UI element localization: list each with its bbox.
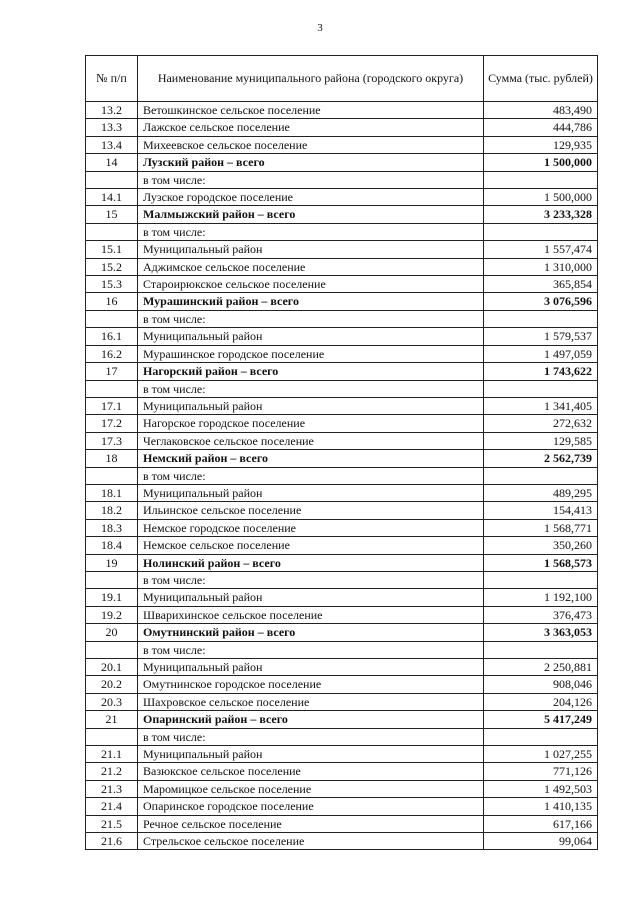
row-name-cell: Муниципальный район: [138, 589, 484, 606]
table-row: [86, 310, 598, 327]
table-row: [86, 571, 598, 588]
row-number-cell: 14.1: [86, 189, 138, 206]
row-sum-cell: 617,166: [484, 815, 598, 832]
row-number-cell: 16.1: [86, 328, 138, 345]
table-row: [86, 189, 598, 206]
row-name-cell: Мурашинский район – всего: [138, 293, 484, 310]
table-row-total: [86, 206, 598, 223]
row-sum-cell: 1 743,622: [484, 363, 598, 380]
row-name-cell: Михеевское сельское поселение: [138, 136, 484, 153]
table-row-total: [86, 293, 598, 310]
row-number-cell: 13.2: [86, 102, 138, 119]
column-header-name: Наименование муниципального района (городского округа): [138, 56, 484, 102]
table-row: [86, 102, 598, 119]
table-row: [86, 432, 598, 449]
row-name-cell: в том числе:: [138, 571, 484, 588]
row-sum-cell: 365,854: [484, 276, 598, 293]
page-number: 3: [317, 22, 323, 34]
table-row: [86, 415, 598, 432]
row-sum-cell: 1 310,000: [484, 258, 598, 275]
row-number-cell: 18.2: [86, 502, 138, 519]
row-number-cell: 18: [86, 450, 138, 467]
row-name-cell: Речное сельское поселение: [138, 815, 484, 832]
table-body: [86, 102, 598, 850]
row-sum-cell: 1 410,135: [484, 798, 598, 815]
row-name-cell: Муниципальный район: [138, 659, 484, 676]
row-number-cell: 21.4: [86, 798, 138, 815]
row-number-cell: 20.1: [86, 659, 138, 676]
row-sum-cell: 1 568,573: [484, 554, 598, 571]
row-sum-cell: 908,046: [484, 676, 598, 693]
row-name-cell: Чеглаковское сельское поселение: [138, 432, 484, 449]
table-row: [86, 693, 598, 710]
row-number-cell: 16: [86, 293, 138, 310]
row-name-cell: Маромицкое сельское поселение: [138, 780, 484, 797]
row-sum-cell: [484, 223, 598, 240]
row-number-cell: 15.1: [86, 241, 138, 258]
row-name-cell: Малмыжский район – всего: [138, 206, 484, 223]
table-row: [86, 798, 598, 815]
column-header-number: № п/п: [86, 56, 138, 102]
row-number-cell: 21: [86, 711, 138, 728]
row-name-cell: в том числе:: [138, 641, 484, 658]
table-row-total: [86, 154, 598, 171]
row-name-cell: Лузское городское поселение: [138, 189, 484, 206]
row-number-cell: [86, 728, 138, 745]
row-sum-cell: 1 500,000: [484, 154, 598, 171]
row-sum-cell: 2 562,739: [484, 450, 598, 467]
table-row: [86, 258, 598, 275]
row-number-cell: 21.6: [86, 833, 138, 850]
table-row: [86, 833, 598, 850]
table-row-total: [86, 711, 598, 728]
row-name-cell: Староирюкское сельское поселение: [138, 276, 484, 293]
row-number-cell: 20.3: [86, 693, 138, 710]
row-number-cell: 18.1: [86, 484, 138, 501]
table-row: [86, 606, 598, 623]
row-name-cell: Муниципальный район: [138, 484, 484, 501]
row-number-cell: [86, 223, 138, 240]
table-row-total: [86, 363, 598, 380]
row-sum-cell: 1 341,405: [484, 397, 598, 414]
row-number-cell: 19.2: [86, 606, 138, 623]
row-sum-cell: [484, 641, 598, 658]
table-row: [86, 815, 598, 832]
row-number-cell: [86, 467, 138, 484]
allocation-table: [85, 55, 598, 850]
row-sum-cell: 3 076,596: [484, 293, 598, 310]
row-name-cell: Немский район – всего: [138, 450, 484, 467]
table-row: [86, 223, 598, 240]
row-name-cell: в том числе:: [138, 467, 484, 484]
row-number-cell: [86, 380, 138, 397]
row-sum-cell: 5 417,249: [484, 711, 598, 728]
row-sum-cell: [484, 571, 598, 588]
table-row: [86, 380, 598, 397]
table-row: [86, 641, 598, 658]
row-name-cell: Аджимское сельское поселение: [138, 258, 484, 275]
row-name-cell: в том числе:: [138, 171, 484, 188]
row-name-cell: в том числе:: [138, 380, 484, 397]
table-row: [86, 276, 598, 293]
row-sum-cell: 1 192,100: [484, 589, 598, 606]
row-sum-cell: [484, 380, 598, 397]
row-name-cell: Опаринское городское поселение: [138, 798, 484, 815]
row-sum-cell: 154,413: [484, 502, 598, 519]
table-row: [86, 519, 598, 536]
row-name-cell: Стрельское сельское поселение: [138, 833, 484, 850]
row-sum-cell: [484, 728, 598, 745]
row-number-cell: [86, 641, 138, 658]
row-name-cell: Нолинский район – всего: [138, 554, 484, 571]
row-number-cell: [86, 310, 138, 327]
row-name-cell: Шахровское сельское поселение: [138, 693, 484, 710]
row-name-cell: Омутнинский район – всего: [138, 624, 484, 641]
table-header-row: [86, 56, 598, 102]
row-name-cell: Ветошкинское сельское поселение: [138, 102, 484, 119]
row-sum-cell: 1 557,474: [484, 241, 598, 258]
row-sum-cell: 3 363,053: [484, 624, 598, 641]
row-name-cell: Омутнинское городское поселение: [138, 676, 484, 693]
row-sum-cell: [484, 467, 598, 484]
row-sum-cell: 376,473: [484, 606, 598, 623]
row-number-cell: 17: [86, 363, 138, 380]
row-sum-cell: 1 568,771: [484, 519, 598, 536]
row-number-cell: 21.2: [86, 763, 138, 780]
table-row: [86, 345, 598, 362]
row-sum-cell: 99,064: [484, 833, 598, 850]
row-number-cell: [86, 171, 138, 188]
row-name-cell: Шварихинское сельское поселение: [138, 606, 484, 623]
row-name-cell: Лажское сельское поселение: [138, 119, 484, 136]
row-number-cell: 17.1: [86, 397, 138, 414]
row-sum-cell: 444,786: [484, 119, 598, 136]
table-row: [86, 763, 598, 780]
row-sum-cell: 1 579,537: [484, 328, 598, 345]
table-row: [86, 659, 598, 676]
row-number-cell: 16.2: [86, 345, 138, 362]
row-number-cell: 20: [86, 624, 138, 641]
table-row: [86, 780, 598, 797]
row-name-cell: Муниципальный район: [138, 397, 484, 414]
row-number-cell: 17.3: [86, 432, 138, 449]
table-row-total: [86, 554, 598, 571]
table-row: [86, 328, 598, 345]
row-number-cell: 21.3: [86, 780, 138, 797]
row-number-cell: 18.4: [86, 537, 138, 554]
row-sum-cell: 272,632: [484, 415, 598, 432]
row-name-cell: Муниципальный район: [138, 241, 484, 258]
row-name-cell: Нагорское городское поселение: [138, 415, 484, 432]
table-row: [86, 589, 598, 606]
row-number-cell: 18.3: [86, 519, 138, 536]
row-sum-cell: 1 492,503: [484, 780, 598, 797]
table-row: [86, 241, 598, 258]
table-row-total: [86, 450, 598, 467]
table-row: [86, 537, 598, 554]
row-sum-cell: 483,490: [484, 102, 598, 119]
row-name-cell: Вазюкское сельское поселение: [138, 763, 484, 780]
row-number-cell: 15.3: [86, 276, 138, 293]
row-sum-cell: 1 497,059: [484, 345, 598, 362]
row-sum-cell: [484, 310, 598, 327]
row-sum-cell: 129,585: [484, 432, 598, 449]
row-number-cell: 15: [86, 206, 138, 223]
row-number-cell: 17.2: [86, 415, 138, 432]
table-row: [86, 171, 598, 188]
row-sum-cell: 3 233,328: [484, 206, 598, 223]
row-name-cell: Муниципальный район: [138, 328, 484, 345]
column-header-sum: Сумма (тыс. рублей): [484, 56, 598, 102]
table-row: [86, 676, 598, 693]
row-number-cell: 19.1: [86, 589, 138, 606]
row-number-cell: 13.4: [86, 136, 138, 153]
row-name-cell: Муниципальный район: [138, 746, 484, 763]
row-name-cell: Ильинское сельское поселение: [138, 502, 484, 519]
table-row: [86, 728, 598, 745]
row-sum-cell: 771,126: [484, 763, 598, 780]
table-row-total: [86, 624, 598, 641]
row-number-cell: 15.2: [86, 258, 138, 275]
row-number-cell: 19: [86, 554, 138, 571]
row-sum-cell: 489,295: [484, 484, 598, 501]
row-name-cell: в том числе:: [138, 310, 484, 327]
row-sum-cell: 1 027,255: [484, 746, 598, 763]
table-row: [86, 484, 598, 501]
row-number-cell: 21.5: [86, 815, 138, 832]
row-number-cell: 13.3: [86, 119, 138, 136]
row-name-cell: Мурашинское городское поселение: [138, 345, 484, 362]
table-row: [86, 502, 598, 519]
row-name-cell: Лузский район – всего: [138, 154, 484, 171]
table-row: [86, 467, 598, 484]
row-sum-cell: 129,935: [484, 136, 598, 153]
table-row: [86, 136, 598, 153]
row-sum-cell: 350,260: [484, 537, 598, 554]
table-row: [86, 397, 598, 414]
row-number-cell: 21.1: [86, 746, 138, 763]
row-sum-cell: 2 250,881: [484, 659, 598, 676]
table-row: [86, 119, 598, 136]
row-name-cell: Немское сельское поселение: [138, 537, 484, 554]
row-name-cell: в том числе:: [138, 223, 484, 240]
row-name-cell: Немское городское поселение: [138, 519, 484, 536]
row-sum-cell: [484, 171, 598, 188]
row-sum-cell: 204,126: [484, 693, 598, 710]
row-sum-cell: 1 500,000: [484, 189, 598, 206]
row-name-cell: Опаринский район – всего: [138, 711, 484, 728]
row-name-cell: Нагорский район – всего: [138, 363, 484, 380]
row-name-cell: в том числе:: [138, 728, 484, 745]
row-number-cell: [86, 571, 138, 588]
table-row: [86, 746, 598, 763]
row-number-cell: 14: [86, 154, 138, 171]
row-number-cell: 20.2: [86, 676, 138, 693]
